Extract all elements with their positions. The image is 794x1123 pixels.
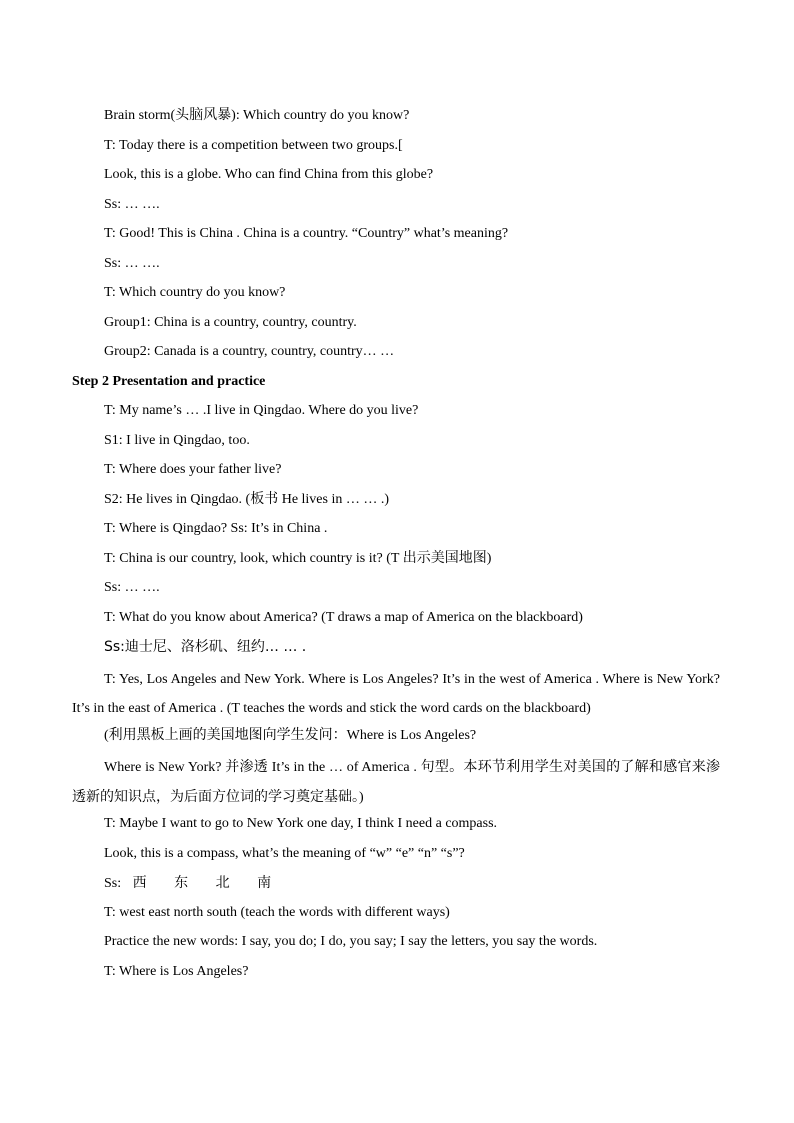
dialogue-line: T: Where does your father live? — [104, 462, 282, 477]
note-paragraph: Where is New York? 并渗透 It’s in the … of America . 句型。本环节利用学生对美国的了解和感官来渗透新的知识点，为后面方位词的学习奠定基础。) — [72, 760, 720, 805]
dialogue-line: Group1: China is a country, country, country. — [104, 314, 357, 330]
dialogue-line: T: Today there is a competition between two groups.[ — [104, 137, 403, 153]
dialogue-line: T: Where is Qingdao? Ss: It’s in China . — [104, 521, 328, 536]
note-line: (利用黑板上画的美国地图向学生发问：Where is Los Angeles? — [104, 727, 477, 743]
dialogue-line: T: My name’s … .I live in Qingdao. Where do you live? — [104, 403, 419, 418]
dialogue-line: T: west east north south (teach the words with different ways) — [104, 904, 450, 920]
lesson-content — [72, 104, 720, 989]
dialogue-line: T: What do you know about America? (T draws a map of America on the blackboard) — [104, 609, 583, 625]
direction-word: 北 — [215, 875, 230, 891]
dialogue-line: T: China is our country, look, which country is it? (T 出示美国地图) — [104, 550, 492, 566]
direction-word: 南 — [257, 875, 272, 891]
dialogue-line: S1: I live in Qingdao, too. — [104, 432, 250, 448]
direction-word: 东 — [174, 875, 189, 891]
dialogue-line: T: Where is Los Angeles? — [104, 963, 249, 979]
dialogue-line: Look, this is a compass, what’s the meaning of “w” “e” “n” “s”? — [104, 845, 465, 861]
dialogue-line: T: Which country do you know? — [104, 285, 286, 300]
dialogue-line: Ss:迪士尼、洛杉矶、纽约… … . — [104, 639, 307, 655]
compass-answer-line — [72, 871, 720, 901]
speaker-label: Ss: — [104, 876, 122, 891]
dialogue-line: T: Good! This is China . China is a country. “Country” what’s meaning? — [104, 226, 509, 241]
dialogue-line: Ss: … …. — [104, 196, 160, 212]
dialogue-paragraph: T: Yes, Los Angeles and New York. Where is Los Angeles? It’s in the west of America . Where is New York? It’s in the east of America . (T teaches the words and stick the word cards on the blackboard) — [72, 671, 720, 716]
direction-word: 西 — [132, 875, 147, 891]
dialogue-line: Practice the new words: I say, you do; I do, you say; I say the letters, you say the words. — [104, 934, 598, 949]
brainstorm-line: Brain storm(头脑风暴): Which country do you know? — [104, 108, 410, 123]
dialogue-line: Ss: … …. — [104, 580, 160, 595]
step-heading: Step 2 Presentation and practice — [72, 373, 266, 389]
dialogue-line: T: Maybe I want to go to New York one day, I think I need a compass. — [104, 816, 498, 831]
dialogue-line: Look, this is a globe. Who can find China from this globe? — [104, 167, 434, 182]
dialogue-line: S2: He lives in Qingdao. (板书 He lives in … … .) — [104, 491, 390, 507]
dialogue-line: Ss: … …. — [104, 255, 160, 271]
dialogue-line: Group2: Canada is a country, country, country… … — [104, 344, 395, 359]
